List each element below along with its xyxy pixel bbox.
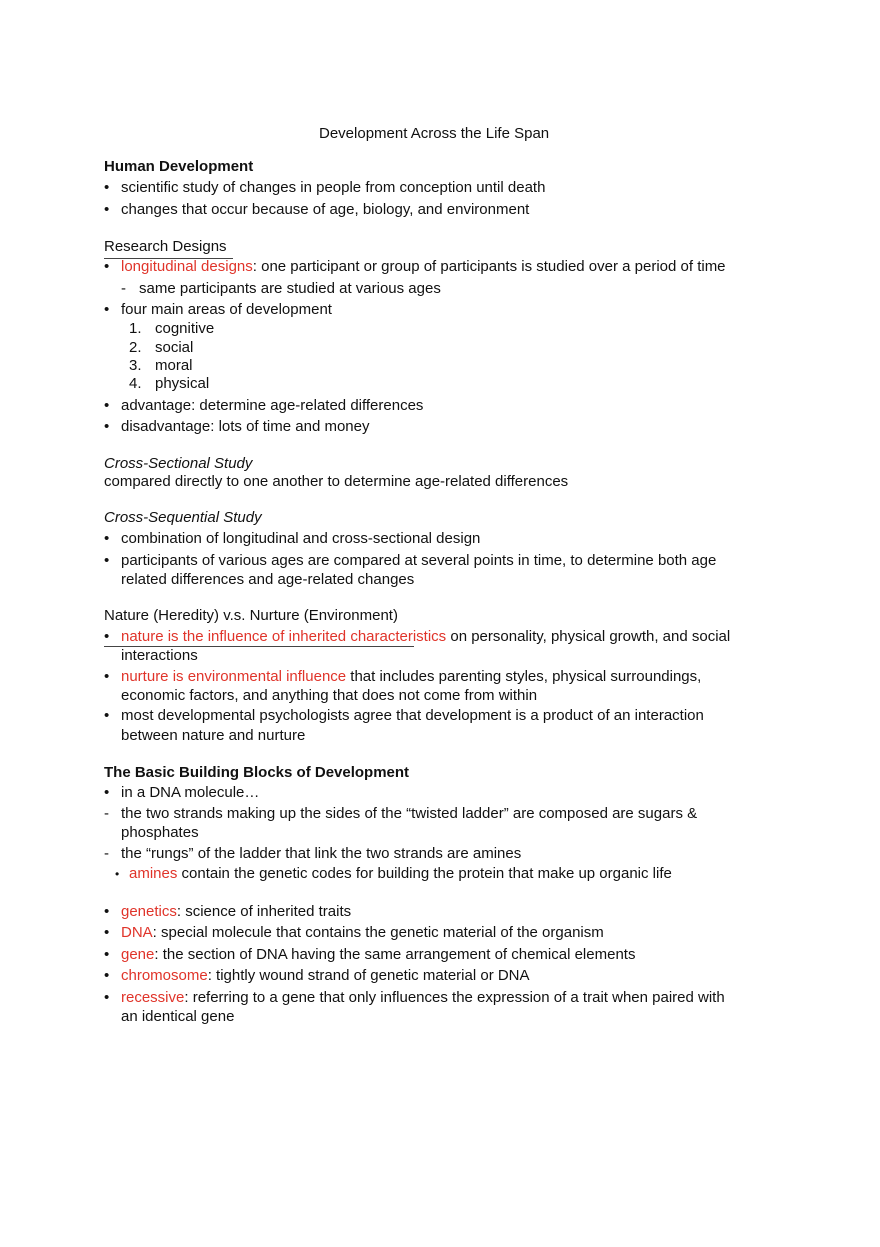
bullet: • bbox=[104, 179, 110, 196]
bullet: • bbox=[104, 397, 110, 414]
list-number: 4. bbox=[129, 375, 142, 392]
bullet: • bbox=[104, 258, 110, 275]
list-item: combination of longitudinal and cross-sectional design bbox=[121, 530, 481, 547]
list-number: 1. bbox=[129, 320, 142, 337]
bullet: • bbox=[104, 628, 110, 645]
definition-text: : science of inherited traits bbox=[176, 903, 352, 920]
bullet: • bbox=[104, 989, 110, 1006]
bullet: • bbox=[104, 530, 110, 547]
bullet: • bbox=[104, 924, 110, 941]
term-item-gene bbox=[121, 946, 635, 964]
term-nature: nature is the influence of inherited characteristics bbox=[121, 628, 447, 645]
list-item-continuation: between nature and nurture bbox=[121, 727, 306, 744]
bullet: • bbox=[104, 967, 110, 984]
bullet: • bbox=[104, 552, 110, 569]
list-item: advantage: determine age-related differences bbox=[121, 397, 424, 414]
definition-text: : one participant or group of participants is studied over a period of time bbox=[252, 258, 726, 275]
section-heading-research-designs: Research Designs bbox=[104, 238, 227, 255]
list-item-nature bbox=[121, 628, 730, 646]
list-number: 2. bbox=[129, 339, 142, 356]
bullet: • bbox=[104, 946, 110, 963]
definition-text: : referring to a gene that only influences the expression of a trait when paired with bbox=[184, 989, 725, 1006]
definition-text: : special molecule that contains the genetic material of the organism bbox=[152, 924, 604, 941]
sub-item: same participants are studied at various ages bbox=[139, 280, 441, 297]
list-item-continuation: interactions bbox=[121, 647, 198, 664]
page-title: Development Across the Life Span bbox=[319, 125, 550, 142]
list-item: four main areas of development bbox=[121, 301, 332, 318]
list-item: changes that occur because of age, biology, and environment bbox=[121, 201, 530, 218]
definition-text: on personality, physical growth, and social bbox=[446, 628, 731, 645]
numbered-item-moral: moral bbox=[155, 357, 193, 374]
list-item: participants of various ages are compared at several points in time, to determine both age bbox=[121, 552, 717, 569]
list-item-continuation: related differences and age-related changes bbox=[121, 571, 415, 588]
list-item-continuation: an identical gene bbox=[121, 1008, 235, 1025]
bullet: • bbox=[104, 418, 110, 435]
definition-text: that includes parenting styles, physical surroundings, bbox=[346, 668, 702, 685]
dash: - bbox=[104, 805, 109, 822]
dash: - bbox=[121, 280, 126, 297]
list-item: scientific study of changes in people from conception until death bbox=[121, 179, 546, 196]
term-chromosome: chromosome bbox=[121, 967, 208, 984]
list-item-continuation: phosphates bbox=[121, 824, 199, 841]
list-item: the “rungs” of the ladder that link the two strands are amines bbox=[121, 845, 522, 862]
bullet: • bbox=[104, 668, 110, 685]
list-number: 3. bbox=[129, 357, 142, 374]
term-longitudinal-designs: longitudinal designs bbox=[121, 258, 253, 275]
section-heading-nature-nurture: Nature (Heredity) v.s. Nurture (Environment) bbox=[104, 607, 398, 624]
list-item: in a DNA molecule… bbox=[121, 784, 260, 801]
section-heading-cross-sequential: Cross-Sequential Study bbox=[104, 509, 262, 526]
term-item-recessive bbox=[121, 989, 725, 1007]
term-gene: gene bbox=[121, 946, 155, 963]
numbered-item-physical: physical bbox=[155, 375, 210, 392]
list-item: disadvantage: lots of time and money bbox=[121, 418, 370, 435]
small-bullet: • bbox=[115, 867, 120, 881]
term-recessive: recessive bbox=[121, 989, 185, 1006]
bullet: • bbox=[104, 201, 110, 218]
list-item: most developmental psychologists agree that development is a product of an interaction bbox=[121, 707, 704, 724]
term-genetics: genetics bbox=[121, 903, 177, 920]
numbered-item-cognitive: cognitive bbox=[155, 320, 215, 337]
term-item-dna bbox=[121, 924, 604, 942]
list-item-continuation: economic factors, and anything that does not come from within bbox=[121, 687, 538, 704]
definition-text: : the section of DNA having the same arrangement of chemical elements bbox=[154, 946, 636, 963]
list-item-longitudinal bbox=[121, 258, 726, 276]
section-heading-building-blocks: The Basic Building Blocks of Development bbox=[104, 764, 410, 781]
bullet: • bbox=[104, 707, 110, 724]
dash: - bbox=[104, 845, 109, 862]
term-amines: amines bbox=[129, 865, 178, 882]
list-item: the two strands making up the sides of the “twisted ladder” are composed are sugars & bbox=[121, 805, 698, 822]
bullet: • bbox=[104, 903, 110, 920]
section-heading-cross-sectional: Cross-Sectional Study bbox=[104, 455, 253, 472]
bullet: • bbox=[104, 784, 110, 801]
section-heading-human-development: Human Development bbox=[104, 158, 254, 175]
sub-item-amines bbox=[129, 865, 672, 883]
paragraph: compared directly to one another to determine age-related differences bbox=[104, 473, 569, 490]
bullet: • bbox=[104, 301, 110, 318]
numbered-item-social: social bbox=[155, 339, 194, 356]
list-item-nurture bbox=[121, 668, 701, 686]
term-nurture: nurture is environmental influence bbox=[121, 668, 347, 685]
term-item-chromosome bbox=[121, 967, 530, 985]
term-dna: DNA bbox=[121, 924, 153, 941]
term-item-genetics bbox=[121, 903, 351, 921]
definition-text: : tightly wound strand of genetic material or DNA bbox=[207, 967, 530, 984]
definition-text: contain the genetic codes for building the protein that make up organic life bbox=[177, 865, 672, 882]
